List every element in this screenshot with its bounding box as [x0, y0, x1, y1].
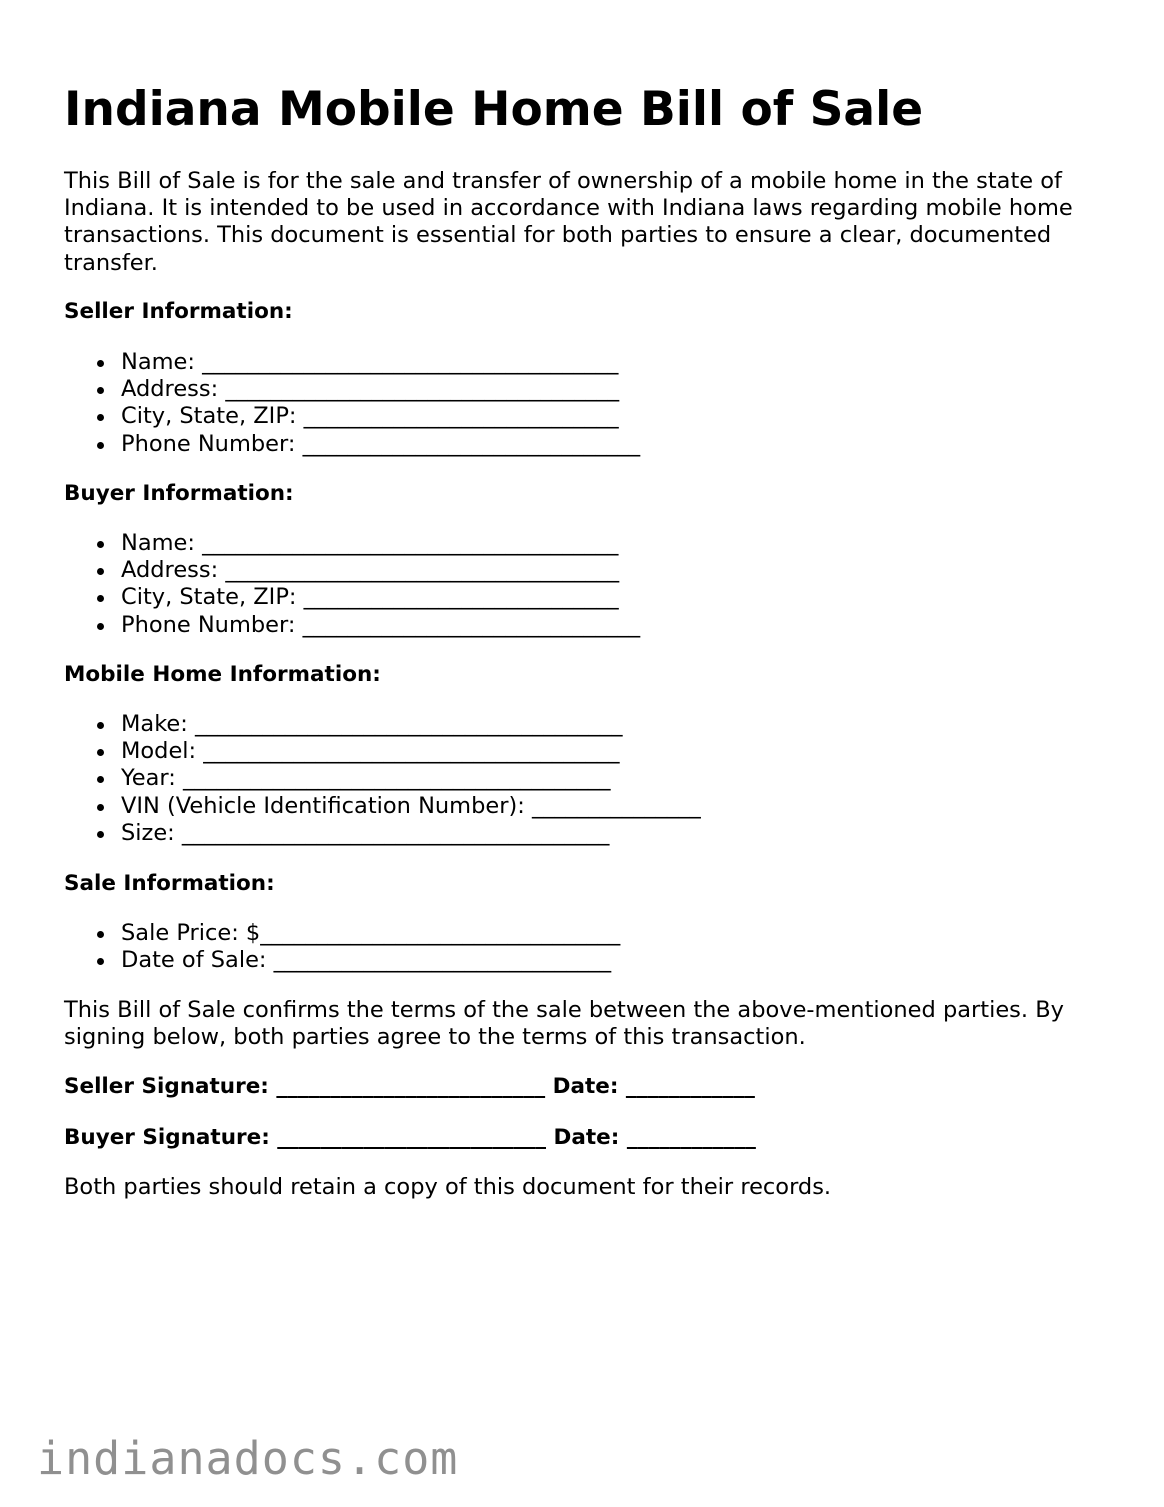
- seller-phone-field: Phone Number: ______________________________: [64, 431, 640, 458]
- intro-paragraph: This Bill of Sale is for the sale and transfer of ownership of a mobile home in the state of Indiana. It is intended to be used in accordance with Indiana laws regarding mobile home transactions. This document is essential for both parties to ensure a clear, documented transfer.: [64, 168, 1073, 276]
- buyer-field-list: [64, 530, 640, 639]
- vin-field: VIN (Vehicle Identification Number): _______________: [64, 793, 701, 820]
- model-field: Model: _____________________________________: [64, 738, 701, 765]
- seller-signature-line: Seller Signature: _________________________ Date: ____________: [64, 1074, 755, 1099]
- buyer-address-field: Address: ___________________________________: [64, 557, 640, 584]
- site-watermark: indianadocs.com: [37, 1432, 459, 1485]
- year-field: Year: ______________________________________: [64, 765, 701, 792]
- buyer-heading: Buyer Information:: [64, 481, 294, 506]
- size-field: Size: ______________________________________: [64, 820, 701, 847]
- sale-heading: Sale Information:: [64, 871, 275, 896]
- seller-field-list: [64, 349, 640, 458]
- buyer-city-state-zip-field: City, State, ZIP: ____________________________: [64, 584, 640, 611]
- sale-price-field: Sale Price: $________________________________: [64, 920, 620, 947]
- sale-field-list: [64, 920, 620, 974]
- page-title: Indiana Mobile Home Bill of Sale: [64, 82, 924, 137]
- retain-copy-note: Both parties should retain a copy of this document for their records.: [64, 1174, 832, 1200]
- seller-city-state-zip-field: City, State, ZIP: ____________________________: [64, 403, 640, 430]
- closing-paragraph: This Bill of Sale confirms the terms of the sale between the above-mentioned parties. By signing below, both parties agree to the terms of this transaction.: [64, 997, 1064, 1051]
- buyer-name-field: Name: _____________________________________: [64, 530, 640, 557]
- seller-name-field: Name: _____________________________________: [64, 349, 640, 376]
- buyer-phone-field: Phone Number: ______________________________: [64, 612, 640, 639]
- mobile-home-field-list: [64, 711, 701, 847]
- make-field: Make: ______________________________________: [64, 711, 701, 738]
- mobile-home-heading: Mobile Home Information:: [64, 662, 381, 687]
- buyer-signature-line: Buyer Signature: _________________________ Date: ____________: [64, 1125, 756, 1150]
- date-of-sale-field: Date of Sale: ______________________________: [64, 947, 620, 974]
- seller-heading: Seller Information:: [64, 299, 293, 324]
- seller-address-field: Address: ___________________________________: [64, 376, 640, 403]
